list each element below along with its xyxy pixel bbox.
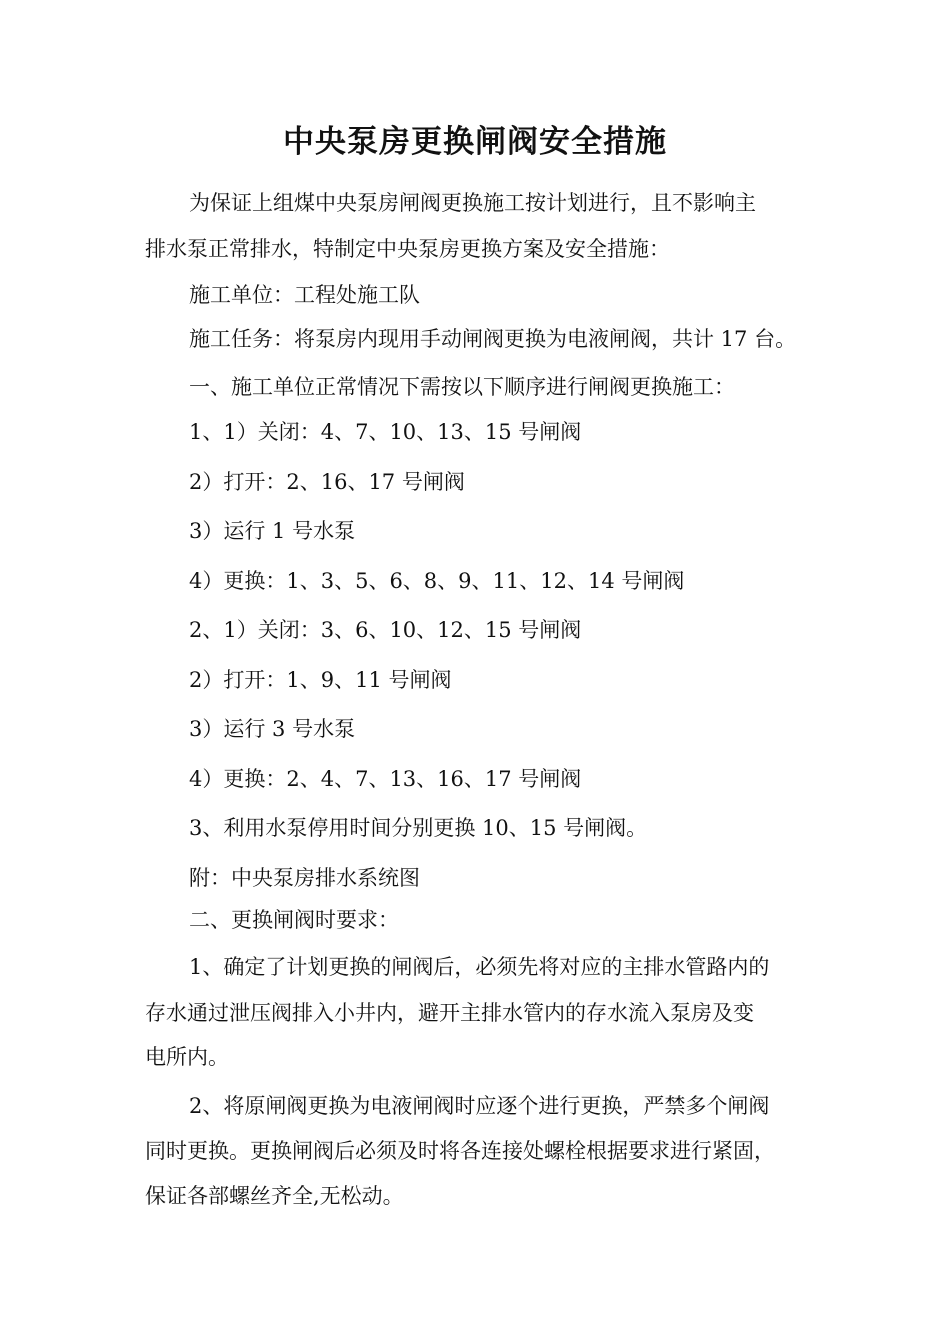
section-one-heading: 一、施工单位正常情况下需按以下顺序进行闸阀更换施工： bbox=[189, 375, 735, 399]
step-2-close-valves: 2、1）关闭：3、6、10、12、15 号闸阀 bbox=[189, 618, 582, 642]
intro-paragraph-line-2: 排水泵正常排水，特制定中央泵房更换方案及安全措施： bbox=[145, 237, 670, 261]
requirement-2-line-3: 保证各部螺丝齐全,无松动。 bbox=[145, 1184, 404, 1208]
step-1-run-pump: 3）运行 1 号水泵 bbox=[189, 519, 356, 543]
attachment-line: 附：中央泵房排水系统图 bbox=[189, 866, 420, 890]
step-2-run-pump: 3）运行 3 号水泵 bbox=[189, 717, 356, 741]
requirement-1-line-1: 1、确定了计划更换的闸阀后，必须先将对应的主排水管路内的 bbox=[189, 955, 770, 979]
step-2-open-valves: 2）打开：1、9、11 号闸阀 bbox=[189, 668, 452, 692]
step-2-replace-valves: 4）更换：2、4、7、13、16、17 号闸阀 bbox=[189, 767, 582, 791]
step-1-open-valves: 2）打开：2、16、17 号闸阀 bbox=[189, 470, 465, 494]
requirement-2-line-1: 2、将原闸阀更换为电液闸阀时应逐个进行更换，严禁多个闸阀 bbox=[189, 1094, 770, 1118]
intro-paragraph-line-1: 为保证上组煤中央泵房闸阀更换施工按计划进行，且不影响主 bbox=[189, 191, 756, 215]
step-1-close-valves: 1、1）关闭：4、7、10、13、15 号闸阀 bbox=[189, 420, 582, 444]
requirement-1-line-2: 存水通过泄压阀排入小井内，避开主排水管内的存水流入泵房及变 bbox=[145, 1001, 754, 1025]
step-1-replace-valves: 4）更换：1、3、5、6、8、9、11、12、14 号闸阀 bbox=[189, 569, 685, 593]
construction-unit-line: 施工单位：工程处施工队 bbox=[189, 283, 420, 307]
requirement-1-line-3: 电所内。 bbox=[145, 1045, 229, 1069]
document-title: 中央泵房更换闸阀安全措施 bbox=[283, 124, 667, 160]
step-3-replace-during-downtime: 3、利用水泵停用时间分别更换 10、15 号闸阀。 bbox=[189, 816, 648, 840]
section-two-heading: 二、更换闸阀时要求： bbox=[189, 908, 399, 932]
construction-task-line: 施工任务：将泵房内现用手动闸阀更换为电液闸阀，共计 17 台。 bbox=[189, 327, 797, 351]
requirement-2-line-2: 同时更换。更换闸阀后必须及时将各连接处螺栓根据要求进行紧固， bbox=[145, 1139, 775, 1163]
